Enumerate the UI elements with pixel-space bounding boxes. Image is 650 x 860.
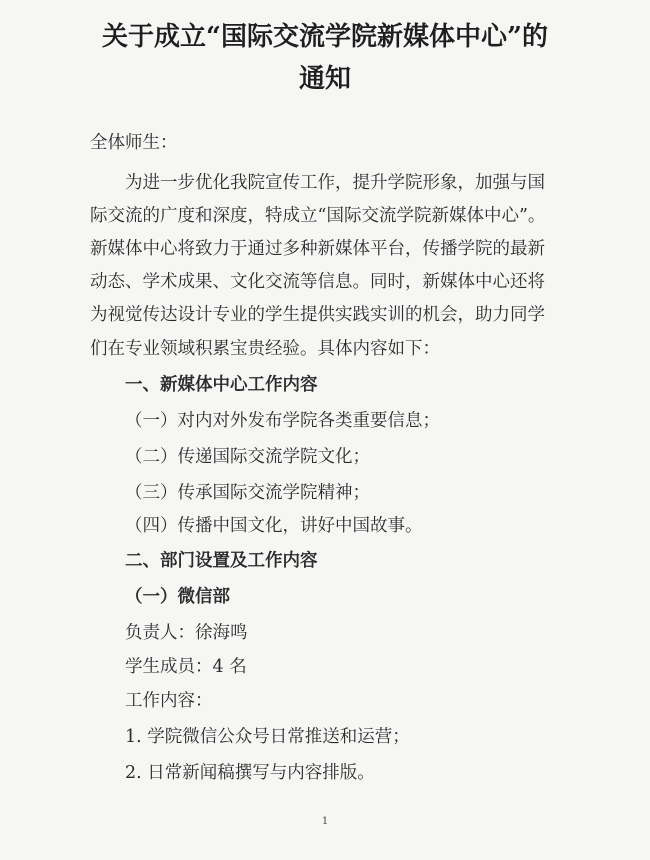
salutation: 全体师生：: [90, 133, 178, 153]
notice-title-line-1: 关于成立“国际交流学院新媒体中心”的: [102, 22, 548, 52]
intro-line: 们在专业领域积累宝贵经验。具体内容如下：: [90, 339, 440, 359]
intro-line: 为视觉传达设计专业的学生提供实践实训的机会，助力同学: [90, 305, 545, 325]
section-2-heading: 二、部门设置及工作内容: [125, 551, 318, 571]
section-2-subheading: （一）微信部: [125, 587, 230, 607]
intro-line: 动态、学术成果、文化交流等信息。同时，新媒体中心还将: [90, 272, 545, 292]
intro-line: 为进一步优化我院宣传工作，提升学院形象，加强与国: [125, 173, 545, 193]
section-1-heading: 一、新媒体中心工作内容: [125, 375, 318, 395]
page-number: 1: [321, 816, 329, 827]
notice-title-line-2: 通知: [298, 64, 351, 94]
work-task: 1. 学院微信公众号日常推送和运营；: [125, 727, 410, 747]
section-1-item: （三）传承国际交流学院精神；: [125, 483, 370, 503]
section-1-item: （四）传播中国文化，讲好中国故事。: [125, 516, 423, 536]
section-1-item: （二）传递国际交流学院文化；: [125, 447, 370, 467]
intro-line: 际交流的广度和深度，特成立“国际交流学院新媒体中心”。: [90, 206, 546, 226]
intro-line: 新媒体中心将致力于通过多种新媒体平台，传播学院的最新: [90, 239, 545, 259]
section-1-item: （一）对内对外发布学院各类重要信息；: [125, 411, 440, 431]
department-leader: 负责人：徐海鸣: [125, 623, 248, 643]
student-members: 学生成员：4 名: [125, 657, 247, 677]
work-task: 2. 日常新闻稿撰写与内容排版。: [125, 763, 375, 783]
work-content-label: 工作内容：: [125, 691, 213, 711]
